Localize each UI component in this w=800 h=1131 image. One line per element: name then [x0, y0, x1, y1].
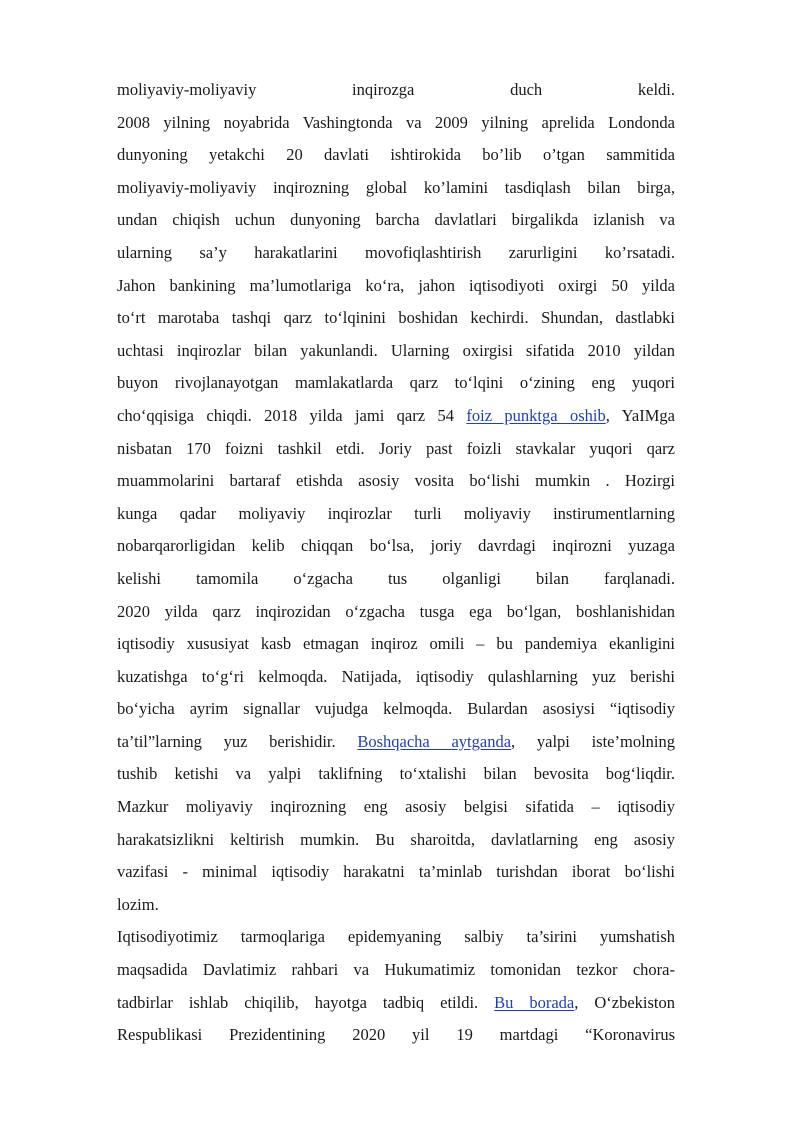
text-segment: tadbirlar ishlab chiqilib, hayotga tadbiq etildi.: [117, 992, 495, 1012]
text-line: nobarqarorligidan kelib chiqqan bo‘lsa, joriy davrdagi inqirozni yuzaga: [117, 536, 675, 556]
inline-link-boshqacha[interactable]: Boshqacha aytganda: [357, 731, 512, 751]
text-line: to‘rt marotaba tashqi qarz to‘lqinini boshidan kechirdi. Shundan, dastlabki: [117, 308, 675, 328]
text-line: [117, 987, 675, 1020]
text-line: dunyoning yetakchi 20 davlati ishtirokida bo’lib o’tgan sammitida: [117, 145, 675, 165]
text-segment: , yalpi iste’molning: [511, 731, 675, 751]
text-line: lozim.: [117, 894, 159, 914]
text-line: iqtisodiy xususiyat kasb etmagan inqiroz omili – bu pandemiya ekanligini: [117, 634, 675, 654]
text-line: [117, 400, 675, 433]
text-line: buyon rivojlanayotgan mamlakatlarda qarz to‘lqini o‘zining eng yuqori: [117, 373, 675, 393]
text-line: kelishi tamomila o‘zgacha tus olganligi bilan farqlanadi.: [117, 568, 675, 588]
text-line: kuzatishga to‘g‘ri kelmoqda. Natijada, iqtisodiy qulashlarning yuz berishi: [117, 666, 675, 686]
text-line: [117, 726, 675, 759]
text-line: Jahon bankining ma’lumotlariga ko‘ra, jahon iqtisodiyoti oxirgi 50 yilda: [117, 275, 675, 295]
text-line: 2020 yilda qarz inqirozidan o‘zgacha tusga ega bo‘lgan, boshlanishidan: [117, 601, 675, 621]
text-line: 2008 yilning noyabrida Vashingtonda va 2009 yilning aprelida Londonda: [117, 112, 675, 132]
text-line: maqsadida Davlatimiz rahbari va Hukumatimiz tomonidan tezkor chora-: [117, 960, 675, 980]
inline-link-foiz[interactable]: foiz punktga oshib: [466, 405, 606, 425]
text-line: muammolarini bartaraf etishda asosiy vosita bo‘lishi mumkin . Hozirgi: [117, 471, 675, 491]
text-line: Iqtisodiyotimiz tarmoqlariga epidemyaning salbiy ta’sirini yumshatish: [117, 927, 675, 947]
text-line: kunga qadar moliyaviy inqirozlar turli moliyaviy instirumentlarning: [117, 503, 675, 523]
text-line: Respublikasi Prezidentining 2020 yil 19 martdagi “Koronavirus: [117, 1025, 675, 1045]
text-line: moliyaviy-moliyaviy inqirozning global ko’lamini tasdiqlash bilan birga,: [117, 177, 675, 197]
text-line: moliyaviy-moliyaviy inqirozga duch keldi.: [117, 80, 675, 99]
text-line: undan chiqish uchun dunyoning barcha davlatlari birgalikda izlanish va: [117, 210, 675, 230]
inline-link-bu-borada[interactable]: Bu borada: [494, 992, 575, 1012]
text-line: harakatsizlikni keltirish mumkin. Bu sharoitda, davlatlarning eng asosiy: [117, 829, 675, 849]
text-segment: cho‘qqisiga chiqdi. 2018 yilda jami qarz 54: [117, 405, 467, 425]
text-line: nisbatan 170 foizni tashkil etdi. Joriy past foizli stavkalar yuqori qarz: [117, 438, 675, 458]
text-line: ularning sa’y harakatlarini movofiqlashtirish zarurligini ko’rsatadi.: [117, 242, 675, 262]
text-line: tushib ketishi va yalpi taklifning to‘xtalishi bilan bevosita bog‘liqdir.: [117, 764, 675, 784]
text-segment: ta’til”larning yuz berishidir.: [117, 731, 358, 751]
text-segment: , YaIMga: [605, 405, 675, 425]
text-line: Mazkur moliyaviy inqirozning eng asosiy belgisi sifatida – iqtisodiy: [117, 797, 675, 817]
text-line: vazifasi - minimal iqtisodiy harakatni ta’minlab turishdan iborat bo‘lishi: [117, 862, 675, 882]
text-segment: , O‘zbekiston: [574, 992, 675, 1012]
body-text: [117, 74, 675, 1052]
text-line: uchtasi inqirozlar bilan yakunlandi. Ularning oxirgisi sifatida 2010 yildan: [117, 340, 675, 360]
text-line: bo‘yicha ayrim signallar vujudga kelmoqda. Bulardan asosiysi “iqtisodiy: [117, 699, 675, 719]
